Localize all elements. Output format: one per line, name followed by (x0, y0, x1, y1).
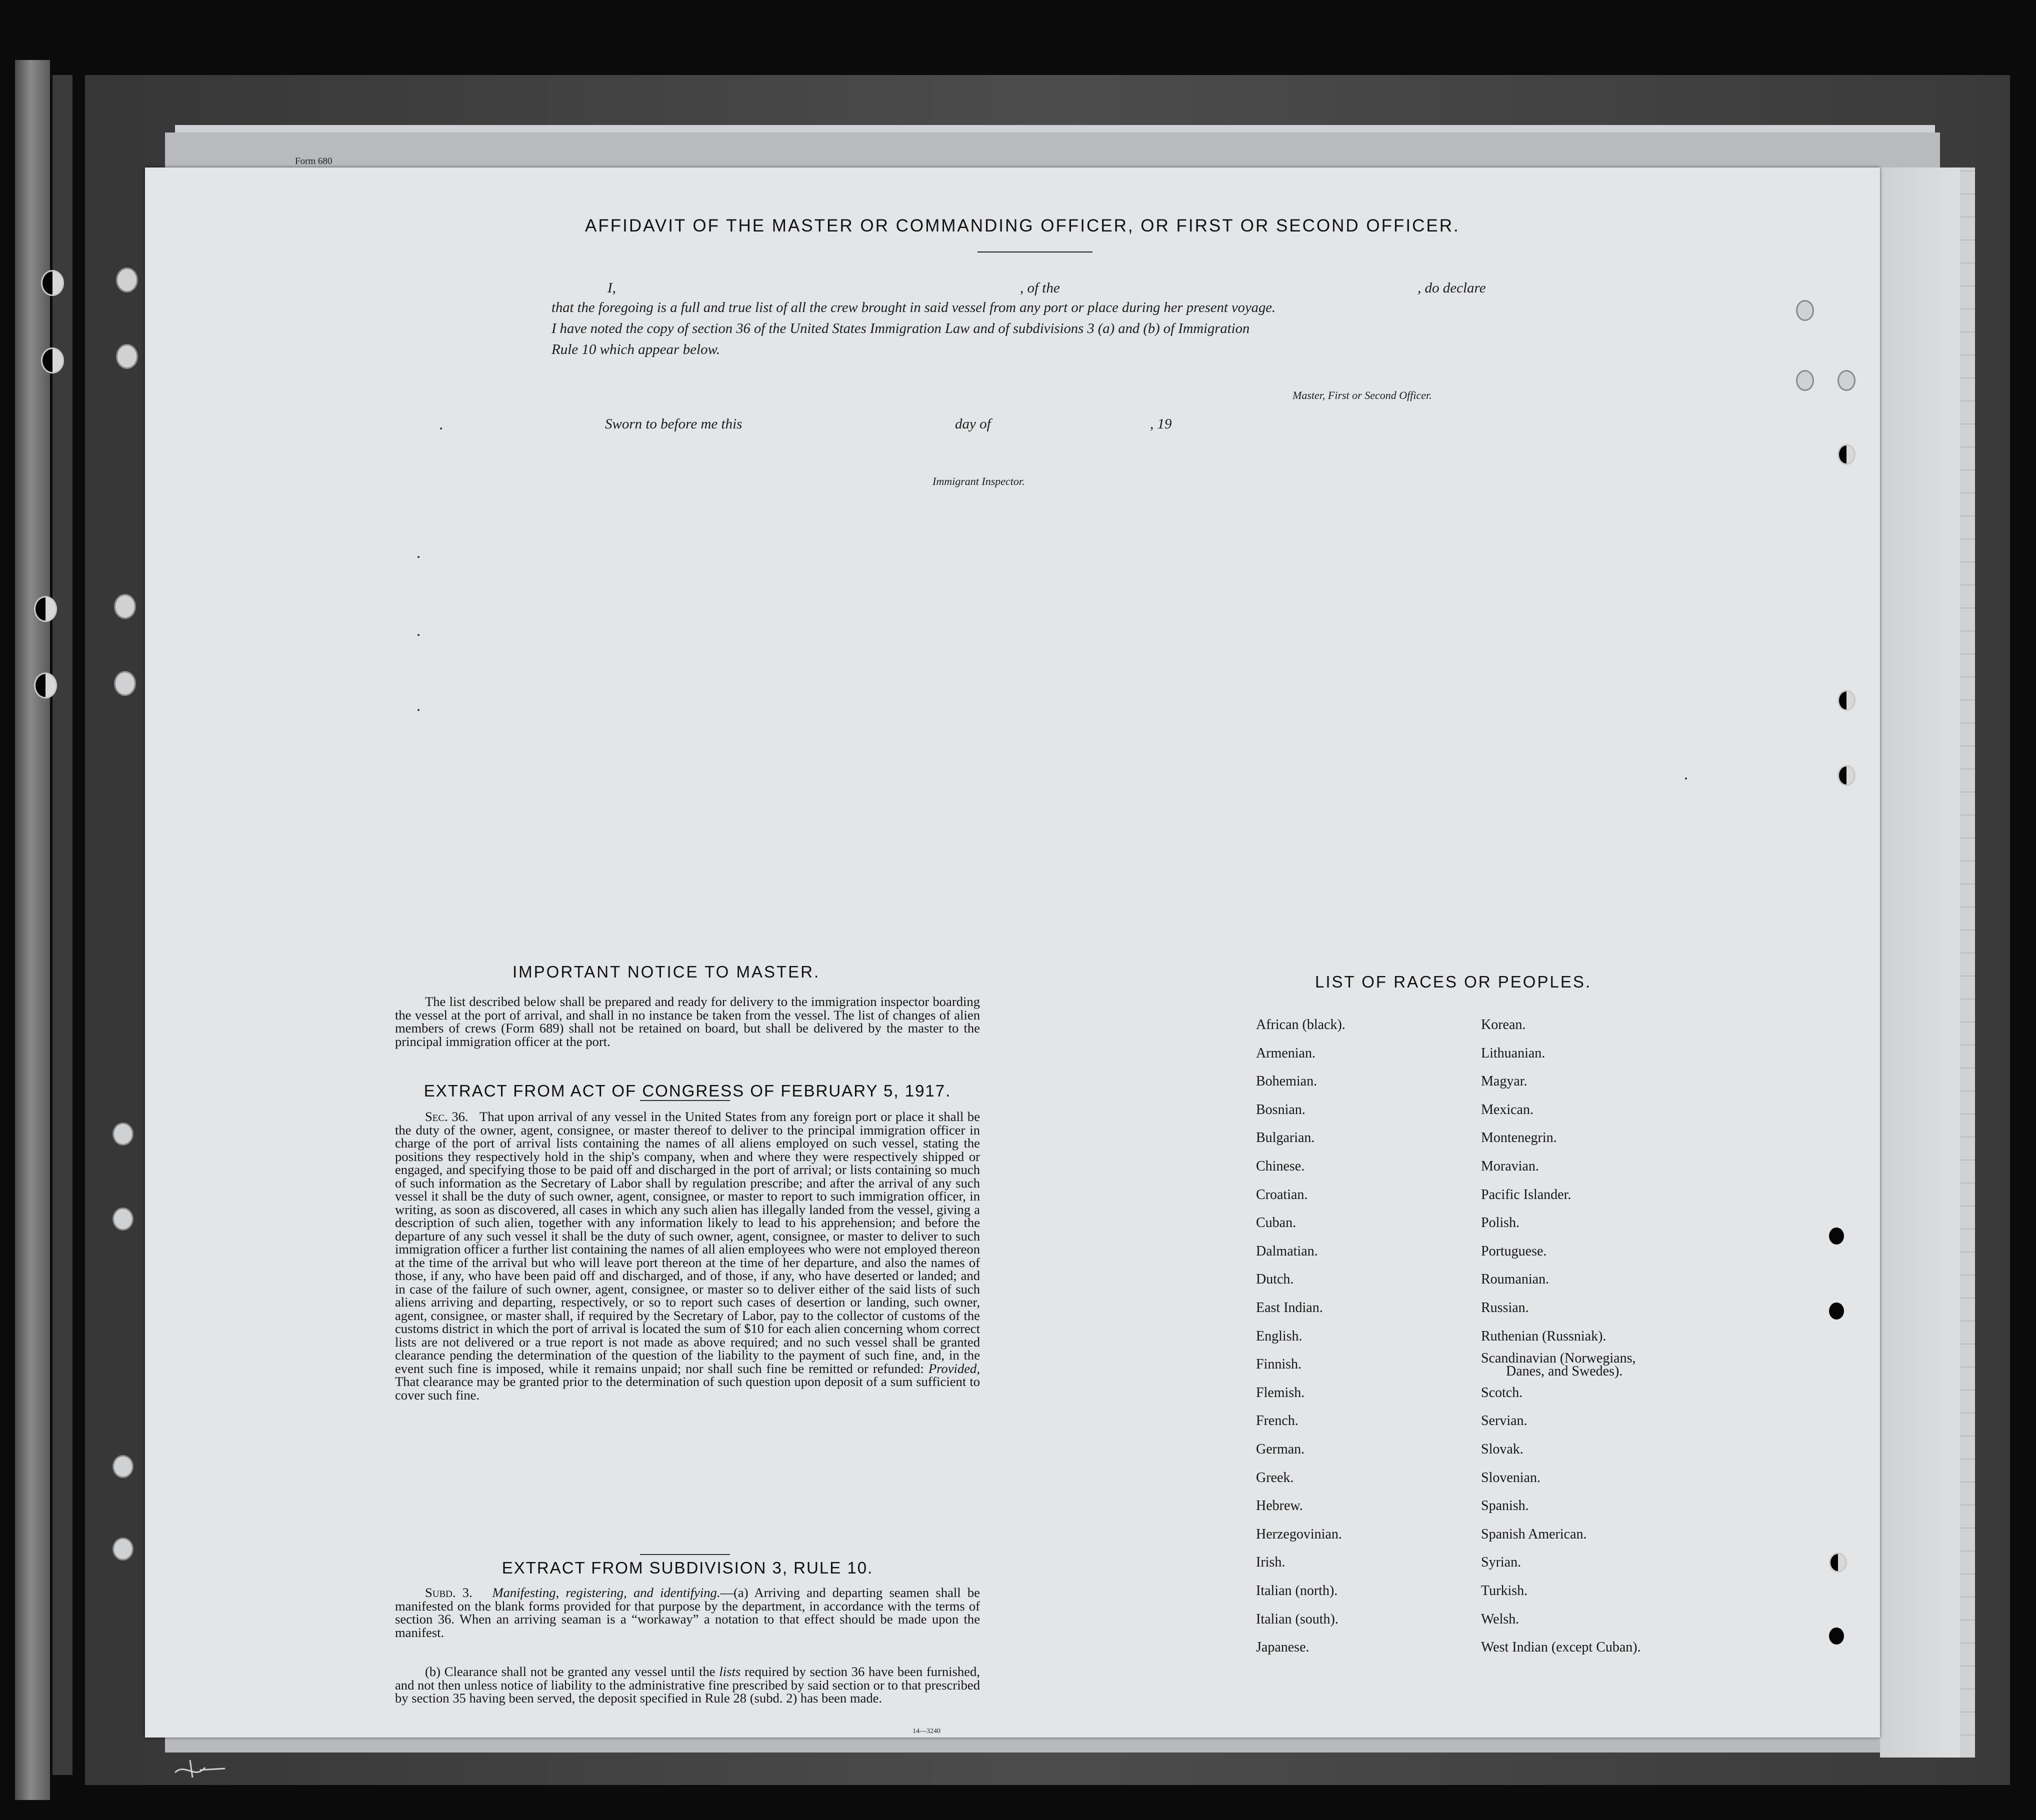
binder-spine (52, 75, 72, 1775)
race-item: Portuguese. (1481, 1243, 1547, 1259)
inspector-signature-label: Immigrant Inspector. (932, 475, 1025, 488)
punch-hole (116, 344, 138, 369)
race-item: Spanish American. (1481, 1526, 1587, 1542)
act-extract-title: EXTRACT FROM ACT OF CONGRESS OF FEBRUARY 5, 1917. (424, 1082, 952, 1100)
pencil-mark (170, 1752, 230, 1782)
form-number: Form 680 (295, 156, 332, 166)
master-signature-label: Master, First or Second Officer. (1292, 389, 1432, 402)
race-item: Magyar. (1481, 1074, 1528, 1090)
punch-hole (114, 594, 136, 619)
punch-hole (1838, 690, 1856, 711)
race-item: Cuban. (1256, 1215, 1296, 1231)
race-item: Flemish. (1256, 1384, 1305, 1400)
affidavit-line-4: Rule 10 which appear below. (552, 342, 720, 358)
race-item: Spanish. (1481, 1498, 1529, 1514)
race-item: Montenegrin. (1481, 1130, 1557, 1146)
section-text-end: That clearance may be granted prior to the determination of such question upon deposit of a sum sufficient to cover such fine. (395, 1374, 980, 1402)
race-item: Welsh. (1481, 1611, 1520, 1627)
races-title: LIST OF RACES OR PEOPLES. (1315, 972, 1592, 991)
race-item: Dutch. (1256, 1272, 1294, 1288)
affidavit-title: AFFIDAVIT OF THE MASTER OR COMMANDING OFFICER, OR FIRST OR SECOND OFFICER. (585, 216, 1460, 236)
race-item: Finnish. (1256, 1356, 1302, 1372)
section-text: That upon arrival of any vessel in the United States from any foreign port or place it shall be the duty of the owner, agent, consignee, or master thereof to deliver to the principal immigration officer in charge of the port of arrival lists containing the names of all aliens employed on such vessel, stating the positions they respectively hold in the ship's company, when and where they were respectively shipped or engaged, and specifying those to be paid off and discharged in the port of arrival; or lists containing so much of such information as the Secretary of Labor shall by regulation prescribe; and after the arrival of any such vessel it shall be the duty of such owner, agent, consignee, or master to report to such immigration officer, in writing, as soon as discovered, all cases in which any such alien has illegally landed from the vessel, giving a description of such alien, together with any information likely to lead to his apprehension; and before the departure of any such vessel it shall be the duty of such owner, agent, consignee, or master to deliver to such immigration officer a further list containing the names of all alien employees who were not employed thereon at the time of the arrival but who will leave port thereon at the time of her departure, and also the names of those, if any, who have been paid off and discharged, and of those, if any, who have deserted or landed; and in case of the failure of such owner, agent, consignee, or master so to deliver either of the said lists of such aliens arriving and departing, respectively, or so to report such cases of desertion or landing, such owner, agent, consignee, or master shall, if required by the Secretary of Labor, pay to the collector of customs of the customs district in which the port of arrival is located the sum of $10 for each alien concerning whom correct lists are not delivered or a true report is not made as above required; and no such vessel shall be granted clearance pending the determination of the question of the liability to the payment of such fine, and, in the event such fine is imposed, while it remains unpaid; nor shall such fine be remitted or refunded: (395, 1109, 980, 1376)
race-item: Turkish. (1481, 1583, 1528, 1598)
punch-hole (41, 270, 64, 296)
ink-dot (418, 634, 420, 636)
race-item: Irish. (1256, 1554, 1286, 1570)
notice-text: The list described below shall be prepared and ready for delivery to the immigration inspector boarding the vessel at the port of arrival, and shall in no instance be taken from the vessel. The list of changes of alien members of crews (Form 689) shall not be retained on board, but shall be delivered by the master to the principal immigration officer at the port. (395, 994, 980, 1049)
ink-dot (418, 556, 420, 558)
race-item: Ruthenian (Russniak). (1481, 1328, 1606, 1344)
punch-hole (1796, 300, 1814, 321)
punch-hole (112, 1538, 134, 1560)
punch-hole (1796, 370, 1814, 391)
rule-extract-title: EXTRACT FROM SUBDIVISION 3, RULE 10. (502, 1558, 874, 1577)
race-item: English. (1256, 1328, 1302, 1344)
affidavit-line-2: that the foregoing is a full and true list of all the crew brought in said vessel from any port or place during her present voyage. (552, 300, 1276, 316)
punch-hole (1829, 1552, 1847, 1572)
affidavit-line-3: I have noted the copy of section 36 of the United States Immigration Law and of subdivisions 3 (a) and (b) of Immigration (552, 321, 1250, 336)
section-rule (640, 1554, 730, 1555)
punch-hole (1829, 1628, 1844, 1644)
race-item: Russian. (1481, 1300, 1529, 1316)
race-item: East Indian. (1256, 1300, 1323, 1316)
race-item: Roumanian. (1481, 1272, 1550, 1288)
race-item: Slovak. (1481, 1442, 1524, 1457)
race-item: Syrian. (1481, 1554, 1522, 1570)
affidavit-i: I, (608, 280, 616, 296)
punch-hole (1838, 444, 1856, 465)
punch-hole (34, 596, 57, 622)
sworn-text: Sworn to before me this (605, 416, 742, 432)
punch-hole (1838, 370, 1856, 391)
binder-strip (15, 60, 50, 1800)
punch-hole (1829, 1228, 1844, 1244)
race-item: Polish. (1481, 1215, 1520, 1231)
punch-hole (41, 348, 64, 374)
notice-title: IMPORTANT NOTICE TO MASTER. (512, 962, 820, 981)
day-of-text: day of (955, 416, 991, 432)
punch-hole (112, 1208, 134, 1230)
race-item: German. (1256, 1442, 1305, 1457)
section-rule (640, 1100, 730, 1101)
race-item: Mexican. (1481, 1102, 1534, 1118)
punch-hole (112, 1455, 134, 1478)
ink-dot (418, 709, 420, 711)
subd-label: Subd. 3. (425, 1585, 472, 1600)
race-item: Dalmatian. (1256, 1243, 1318, 1259)
ink-dot (1685, 778, 1687, 780)
punch-hole (1838, 765, 1856, 786)
race-item: Moravian. (1481, 1158, 1539, 1174)
rule-subd-a (395, 1586, 980, 1639)
race-item: Japanese. (1256, 1640, 1310, 1656)
punch-hole (114, 671, 136, 696)
document-page (145, 168, 1880, 1738)
race-item: Korean. (1481, 1017, 1526, 1032)
race-item: Chinese. (1256, 1158, 1305, 1174)
race-item: French. (1256, 1413, 1298, 1429)
subd-heading: Manifesting, registering, and identifying. (492, 1585, 720, 1600)
ink-dot (440, 428, 442, 430)
section-label: Sec. 36. (425, 1109, 468, 1124)
race-item: Scandinavian (Norwegians, (1481, 1350, 1636, 1366)
race-item: Bulgarian. (1256, 1130, 1315, 1146)
race-item: Danes, and Swedes). (1506, 1364, 1623, 1380)
race-item: Slovenian. (1481, 1470, 1540, 1486)
subd-b-lists: lists (719, 1664, 741, 1679)
race-item: Greek. (1256, 1470, 1294, 1486)
race-item: Bohemian. (1256, 1074, 1318, 1090)
provided-word: Provided, (928, 1360, 980, 1376)
race-item: Lithuanian. (1481, 1045, 1546, 1061)
race-item: Croatian. (1256, 1186, 1308, 1202)
affidavit-of-the: , of the (1020, 280, 1060, 296)
rule-subd-b (395, 1665, 980, 1705)
race-item: Hebrew. (1256, 1498, 1303, 1514)
subd-a-label: —(a) (720, 1585, 748, 1600)
race-item: Italian (north). (1256, 1583, 1338, 1598)
job-number: 14—3240 (912, 1728, 940, 1735)
race-item: Armenian. (1256, 1045, 1316, 1061)
race-item: Scotch. (1481, 1384, 1523, 1400)
race-item: Servian. (1481, 1413, 1528, 1429)
race-item: West Indian (except Cuban). (1481, 1640, 1641, 1656)
underlying-ledger-edge (1880, 168, 1975, 1758)
punch-hole (116, 268, 138, 292)
year-text: , 19 (1150, 416, 1172, 432)
subd-b-text-2: required by section 36 have been furnished, and not then unless notice of liability to the administrative fine prescribed by said section or to that prescribed by section 35 having been served, the deposit specified in Rule 28 (subd. 2) has been made. (395, 1664, 980, 1706)
race-item: Herzegovinian. (1256, 1526, 1342, 1542)
subd-b-label: (b) (425, 1664, 441, 1679)
race-item: Italian (south). (1256, 1611, 1338, 1627)
punch-hole (1829, 1302, 1844, 1320)
subd-a-text: Arriving and departing seamen shall be manifested on the blank forms provided for that purpose by the department, in accordance with the terms of section 36. When an arriving seaman is a “workaway” a notation to that effect should be made upon the manifest. (395, 1585, 980, 1640)
affidavit-do-declare: , do declare (1418, 280, 1486, 296)
punch-hole (34, 672, 57, 698)
punch-hole (112, 1122, 134, 1146)
race-item: Pacific Islander. (1481, 1186, 1572, 1202)
act-section-36 (395, 1110, 980, 1402)
race-item: Bosnian. (1256, 1102, 1306, 1118)
subd-b-text: Clearance shall not be granted any vessel until the (444, 1664, 716, 1679)
race-item: African (black). (1256, 1017, 1346, 1032)
